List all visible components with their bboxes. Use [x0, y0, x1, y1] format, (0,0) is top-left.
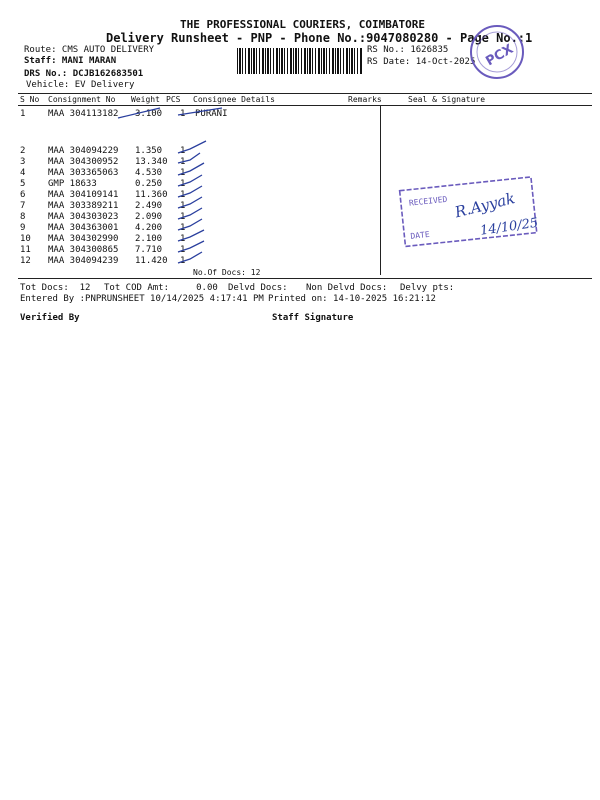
row-consignment: MAA 304302990	[48, 234, 119, 244]
col-remarks: Remarks	[348, 95, 382, 104]
row-pcs: 1	[180, 190, 186, 200]
row-sno: 4	[20, 168, 26, 178]
col-consignee: Consignee Details	[193, 95, 275, 104]
col-sno: S No	[20, 95, 40, 104]
row-consignment: MAA 304300865	[48, 245, 119, 255]
row-consignment: MAA 303365063	[48, 168, 119, 178]
col-consignment: Consignment No	[48, 95, 116, 104]
verified-by: Verified By	[20, 313, 80, 323]
row-weight: 0.250	[135, 179, 163, 189]
row-weight: 11.420	[135, 256, 168, 266]
handwritten-date: 14/10/25	[479, 215, 540, 239]
staff-label: Staff: MANI MARAN	[24, 56, 117, 66]
pcs-tick-marks	[178, 141, 206, 263]
row-pcs: 1	[180, 157, 186, 167]
round-stamp	[471, 26, 523, 78]
row-weight: 11.360	[135, 190, 168, 200]
received-stamp-title: RECEIVED	[408, 194, 448, 208]
rs-number: RS No.: 1626835	[367, 45, 449, 55]
row-weight: 13.340	[135, 157, 168, 167]
row-sno: 11	[20, 245, 31, 255]
row-consignment: MAA 304094229	[48, 146, 119, 156]
row-sno: 2	[20, 146, 26, 156]
row-sno: 1	[20, 109, 26, 119]
row-pcs: 1	[180, 168, 186, 178]
row-weight: 1.350	[135, 146, 163, 156]
row-sno: 10	[20, 234, 31, 244]
row-consignment: MAA 304300952	[48, 157, 119, 167]
col-seal: Seal & Signature	[408, 95, 486, 104]
row-sno: 5	[20, 179, 26, 189]
vehicle-label: Vehicle: EV Delivery	[26, 80, 135, 90]
no-of-docs: No.Of Docs: 12	[193, 268, 261, 277]
delvy-pts: Delvy pts:	[400, 283, 455, 293]
tot-cod: Tot COD Amt: 0.00	[104, 283, 218, 293]
printed-on: Printed on: 14-10-2025 16:21:12	[268, 294, 436, 304]
col-pcs: PCS	[166, 95, 181, 104]
company-name: THE PROFESSIONAL COURIERS, COIMBATORE	[180, 18, 426, 31]
row-sno: 12	[20, 256, 31, 266]
row-pcs: 1	[180, 234, 186, 244]
non-delvd-docs: Non Delvd Docs:	[306, 283, 388, 293]
row-sno: 6	[20, 190, 26, 200]
row-pcs: 1	[180, 245, 186, 255]
round-stamp-text: PCX	[483, 41, 517, 70]
received-stamp-date-label: DATE	[409, 229, 431, 241]
row-pcs: 1	[180, 109, 186, 119]
row-pcs: 1	[180, 146, 186, 156]
row-sno: 3	[20, 157, 26, 167]
runsheet-title: Delivery Runsheet - PNP - Phone No.:9047080280 - Page No.:1	[106, 31, 533, 45]
row-pcs: 1	[180, 179, 186, 189]
row-sno: 9	[20, 223, 26, 233]
row-sno: 7	[20, 201, 26, 211]
drs-label: DRS No.: DCJB162683501	[24, 69, 144, 79]
row-weight: 7.710	[135, 245, 163, 255]
row-consignment: GMP 18633	[48, 179, 97, 189]
handwritten-signature: R.Ayyak	[453, 189, 517, 222]
row-consignment: MAA 304094239	[48, 256, 119, 266]
row-consignment: MAA 304303023	[48, 212, 119, 222]
row-pcs: 1	[180, 201, 186, 211]
tot-docs: Tot Docs: 12	[20, 283, 91, 293]
row-consignment: MAA 303389211	[48, 201, 119, 211]
row-weight: 2.090	[135, 212, 163, 222]
row-weight: 2.490	[135, 201, 163, 211]
delvd-docs: Delvd Docs:	[228, 283, 288, 293]
row-pcs: 1	[180, 256, 186, 266]
rs-date: RS Date: 14-Oct-2025	[367, 57, 476, 67]
row-weight: 2.100	[135, 234, 163, 244]
row-pcs: 1	[180, 223, 186, 233]
row-weight: 3.100	[135, 109, 163, 119]
row-consignment: MAA 304363001	[48, 223, 119, 233]
staff-signature: Staff Signature	[272, 313, 354, 323]
row-consignee: PURANI	[195, 109, 228, 119]
route-label: Route: CMS AUTO DELIVERY	[24, 45, 155, 55]
entered-by: Entered By :PNPRUNSHEET 10/14/2025 4:17:41 PM	[20, 294, 264, 304]
row-consignment: MAA 304109141	[48, 190, 119, 200]
row-weight: 4.530	[135, 168, 163, 178]
row-pcs: 1	[180, 212, 186, 222]
row-weight: 4.200	[135, 223, 163, 233]
col-weight: Weight	[131, 95, 160, 104]
row-sno: 8	[20, 212, 26, 222]
row-consignment: MAA 304113182	[48, 109, 119, 119]
